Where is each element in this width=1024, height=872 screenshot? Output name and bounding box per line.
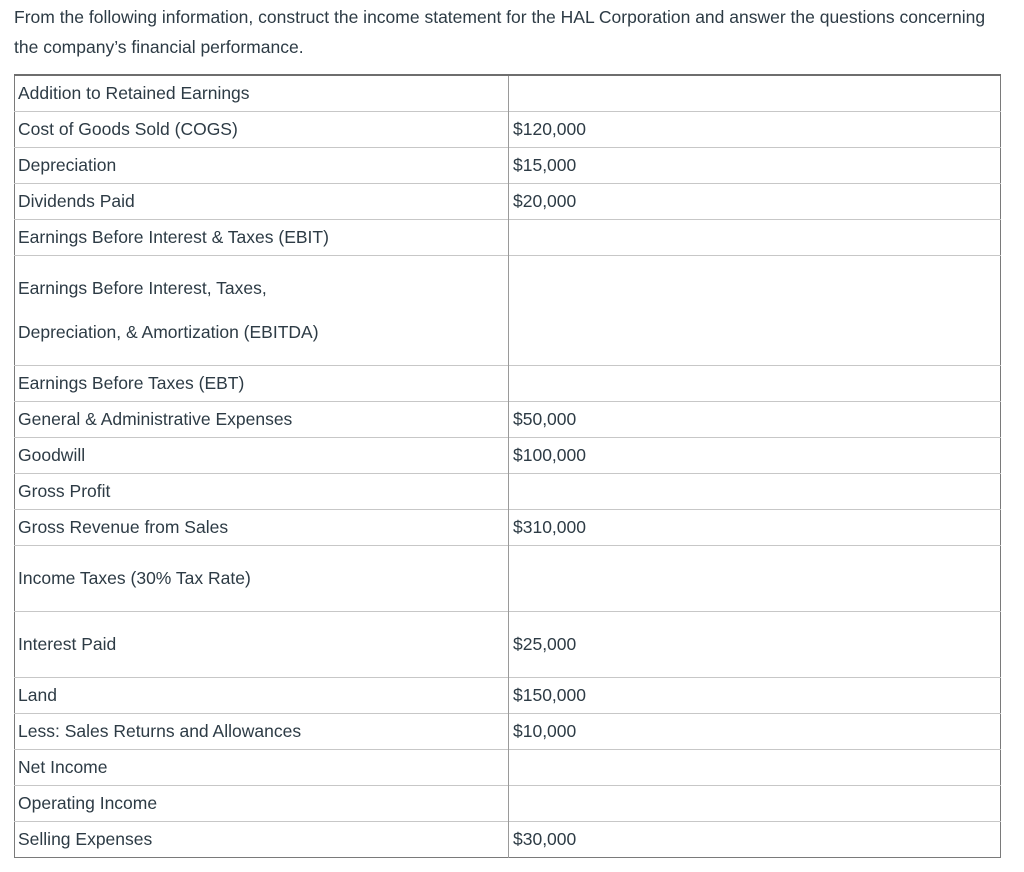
row-value — [509, 749, 1001, 785]
row-label — [15, 255, 509, 365]
row-label: Land — [15, 677, 509, 713]
intro-paragraph: From the following information, construct the income statement for the HAL Corporation and answer the questions concerning the company’s financial performance. — [14, 7, 986, 57]
row-value: $50,000 — [509, 401, 1001, 437]
table-row — [15, 401, 1001, 437]
row-label-line2: Depreciation, & Amortization (EBITDA) — [18, 322, 319, 342]
row-value: $30,000 — [509, 821, 1001, 857]
table-row — [15, 821, 1001, 857]
table-row — [15, 749, 1001, 785]
row-label: Goodwill — [15, 437, 509, 473]
row-value — [509, 785, 1001, 821]
row-value: $150,000 — [509, 677, 1001, 713]
table-row — [15, 713, 1001, 749]
financial-data-table — [14, 74, 1001, 858]
row-label: Net Income — [15, 749, 509, 785]
table-row — [15, 677, 1001, 713]
row-value — [509, 75, 1001, 111]
row-label: Depreciation — [15, 147, 509, 183]
row-value — [509, 473, 1001, 509]
row-label-line1: Earnings Before Interest, Taxes, — [18, 278, 267, 298]
row-value: $120,000 — [509, 111, 1001, 147]
row-value — [509, 255, 1001, 365]
table-row — [15, 219, 1001, 255]
table-row — [15, 437, 1001, 473]
row-label: General & Administrative Expenses — [15, 401, 509, 437]
row-value: $15,000 — [509, 147, 1001, 183]
table-row — [15, 611, 1001, 677]
table-row — [15, 365, 1001, 401]
row-value: $25,000 — [509, 611, 1001, 677]
table-row — [15, 785, 1001, 821]
table-row — [15, 147, 1001, 183]
row-label: Operating Income — [15, 785, 509, 821]
row-value: $310,000 — [509, 509, 1001, 545]
table-row — [15, 75, 1001, 111]
row-label: Selling Expenses — [15, 821, 509, 857]
table-row — [15, 473, 1001, 509]
row-label: Addition to Retained Earnings — [15, 75, 509, 111]
row-label: Interest Paid — [15, 611, 509, 677]
row-label: Gross Revenue from Sales — [15, 509, 509, 545]
row-value: $20,000 — [509, 183, 1001, 219]
table-row — [15, 111, 1001, 147]
row-value: $100,000 — [509, 437, 1001, 473]
row-value — [509, 219, 1001, 255]
row-label: Earnings Before Taxes (EBT) — [15, 365, 509, 401]
row-value — [509, 545, 1001, 611]
row-label: Earnings Before Interest & Taxes (EBIT) — [15, 219, 509, 255]
table-row — [15, 545, 1001, 611]
row-value: $10,000 — [509, 713, 1001, 749]
table-row — [15, 183, 1001, 219]
row-label: Less: Sales Returns and Allowances — [15, 713, 509, 749]
row-label: Income Taxes (30% Tax Rate) — [15, 545, 509, 611]
row-value — [509, 365, 1001, 401]
row-label: Gross Profit — [15, 473, 509, 509]
row-label: Dividends Paid — [15, 183, 509, 219]
row-label: Cost of Goods Sold (COGS) — [15, 111, 509, 147]
table-row — [15, 509, 1001, 545]
table-row — [15, 255, 1001, 365]
